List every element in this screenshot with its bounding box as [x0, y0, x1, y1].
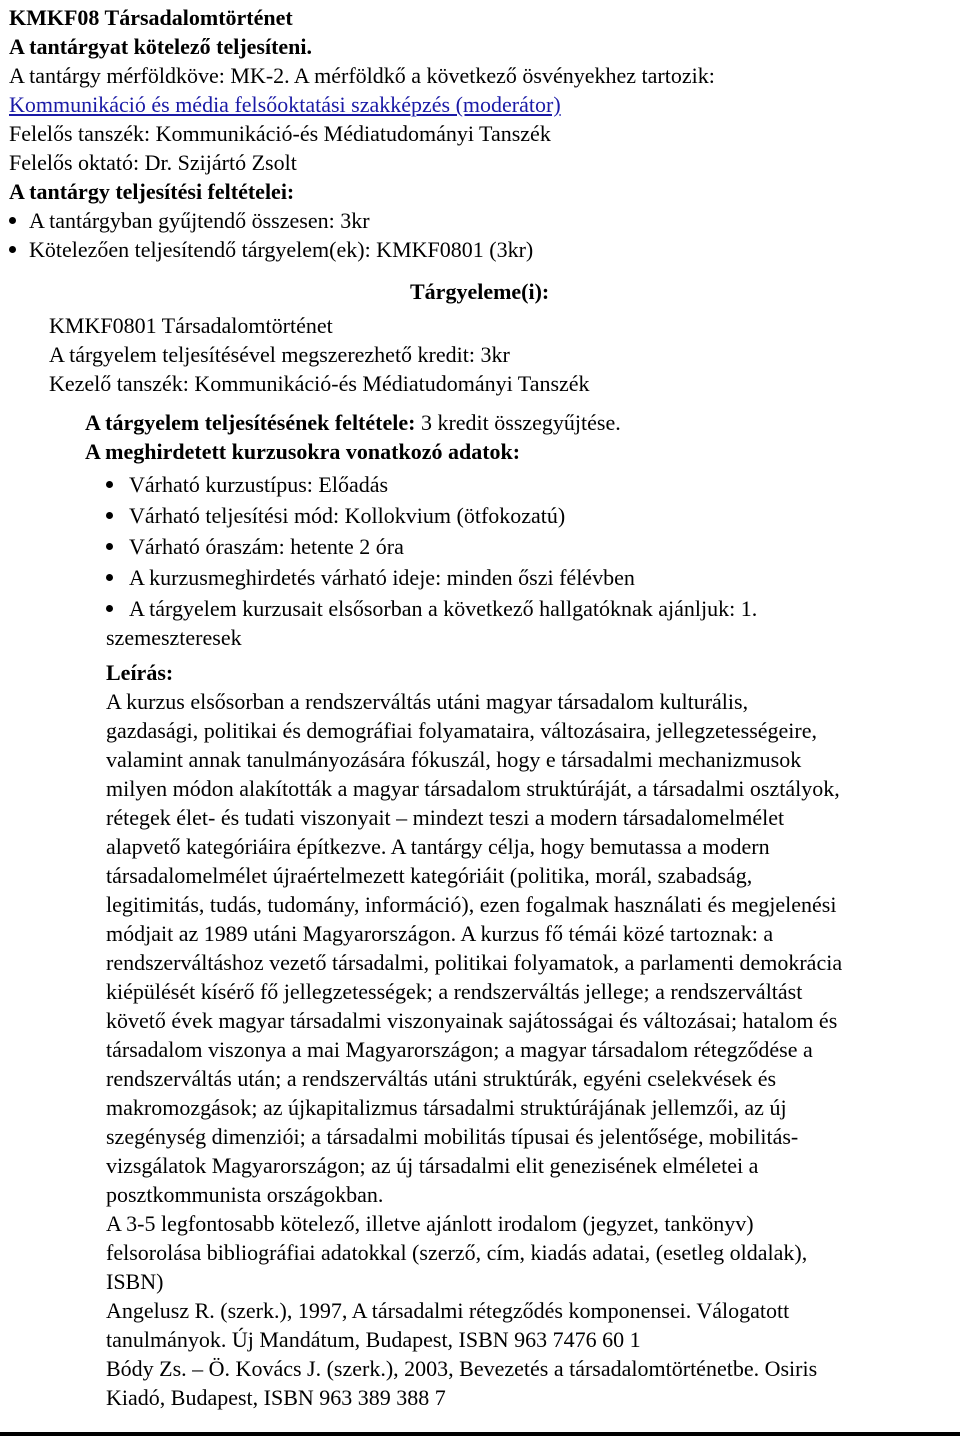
- responsible-teacher: Felelős oktató: Dr. Szijártó Zsolt: [9, 150, 297, 175]
- course-milestone: A tantárgy mérföldköve: MK-2. A mérföldkő a következő ösvényekhez tartozik:: [9, 63, 715, 88]
- element-handler: Kezelő tanszék: Kommunikáció-és Médiatudományi Tanszék: [49, 371, 590, 396]
- course-item: A kurzusmeghirdetés várható ideje: minden őszi félévben: [9, 563, 955, 592]
- condition-item: Kötelezően teljesítendő tárgyelem(ek): KMKF0801 (3kr): [9, 235, 955, 264]
- bullet-icon: [106, 543, 113, 550]
- responsible-department: Felelős tanszék: Kommunikáció-és Médiatudományi Tanszék: [9, 121, 551, 146]
- description-line: A 3-5 legfontosabb kötelező, illetve ajánlott irodalom (jegyzet, tankönyv): [106, 1211, 754, 1236]
- description-line: módjait az 1989 utáni Magyarországon. A kurzus fő témái közé tartoznak: a: [106, 921, 774, 946]
- courses-heading: A meghirdetett kurzusokra vonatkozó adatok:: [85, 439, 521, 464]
- description-line: milyen módon alakították a magyar társadalom struktúráját, a társadalmi osztályok,: [106, 776, 840, 801]
- description-line: rendszerváltáshoz vezető társadalmi, politikai folyamatok, a parlamenti demokrácia: [106, 950, 843, 975]
- description-line: legitimitás, tudás, tudomány, információ), ezen fogalmak használati és megjelenési: [106, 892, 837, 917]
- description-line: rétegek élet- és tudati viszonyait – mindezt teszi a modern társadalomelmélet: [106, 805, 785, 830]
- course-item-continuation: szemeszteresek: [106, 625, 242, 650]
- element-credit: A tárgyelem teljesítésével megszerezhető kredit: 3kr: [49, 342, 510, 367]
- bullet-icon: [106, 574, 113, 581]
- description-line: szegénység dimenziói; a társadalmi mobilitás típusai és jelentősége, mobilitás-: [106, 1124, 799, 1149]
- element-condition: A tárgyelem teljesítésének feltétele: 3 kredit összegyűjtése.: [85, 410, 621, 435]
- description-line: posztkommunista országokban.: [106, 1182, 384, 1207]
- description-line: tanulmányok. Új Mandátum, Budapest, ISBN 963 7476 60 1: [106, 1327, 641, 1352]
- course-item: Várható teljesítési mód: Kollokvium (ötfokozatú): [9, 501, 955, 530]
- description-line: gazdasági, politikai és demográfiai folyamataira, változásaira, jellegzetességeire,: [106, 718, 818, 743]
- description-heading: Leírás:: [106, 660, 174, 685]
- description-line: ISBN): [106, 1269, 164, 1294]
- condition-item: A tantárgyban gyűjtendő összesen: 3kr: [9, 206, 955, 235]
- description-line: Angelusz R. (szerk.), 1997, A társadalmi rétegződés komponensei. Válogatott: [106, 1298, 790, 1323]
- course-item: A tárgyelem kurzusait elsősorban a következő hallgatóknak ajánljuk: 1.: [9, 594, 955, 623]
- description-line: társadalomelmélet újraértelmezett kategóriáit (politika, morál, szabadság,: [106, 863, 753, 888]
- course-item: Várható óraszám: hetente 2 óra: [9, 532, 955, 561]
- course-title: KMKF08 Társadalomtörténet: [9, 5, 293, 30]
- document-page: [9, 3, 955, 1412]
- description-line: vizsgálatok Magyarországon; az új társadalmi elit genezisének elméletei a: [106, 1153, 759, 1178]
- element-name: KMKF0801 Társadalomtörténet: [49, 313, 333, 338]
- course-item: Várható kurzustípus: Előadás: [9, 470, 955, 499]
- description-line: rendszerváltás után; a rendszerváltás utáni struktúrák, egyéni cselekvések és: [106, 1066, 777, 1091]
- bullet-icon: [106, 512, 113, 519]
- description-line: Bódy Zs. – Ö. Kovács J. (szerk.), 2003, Bevezetés a társadalomtörténetbe. Osiris: [106, 1356, 818, 1381]
- description-line: követő évek magyar társadalmi viszonyainak sajátosságai és változásai; hatalom és: [106, 1008, 838, 1033]
- description-line: valamint annak tanulmányozására fókuszál, hogy e társadalmi mechanizmusok: [106, 747, 802, 772]
- description-line: A kurzus elsősorban a rendszerváltás utáni magyar társadalom kulturális,: [106, 689, 749, 714]
- bullet-icon: [106, 605, 113, 612]
- description-line: kiépülését kísérő fő jellegzetességek; a rendszerváltás jellege; a rendszerváltást: [106, 979, 803, 1004]
- bullet-icon: [106, 481, 113, 488]
- description-line: társadalom viszonya a mai Magyarországon; a magyar társadalom rétegződése a: [106, 1037, 813, 1062]
- conditions-heading: A tantárgy teljesítési feltételei:: [9, 179, 295, 204]
- bullet-icon: [9, 217, 16, 224]
- description-line: Kiadó, Budapest, ISBN 963 389 388 7: [106, 1385, 446, 1410]
- description-text: [9, 687, 955, 1412]
- description-line: makromozgások; az újkapitalizmus társadalmi struktúrájának jellemzői, az új: [106, 1095, 787, 1120]
- elements-heading: Tárgyeleme(i):: [410, 279, 550, 304]
- path-link[interactable]: Kommunikáció és média felsőoktatási szakképzés (moderátor): [9, 92, 561, 117]
- course-required-note: A tantárgyat kötelező teljesíteni.: [9, 34, 313, 59]
- description-line: alapvető kategóriáira építkezve. A tantárgy célja, hogy bemutassa a modern: [106, 834, 770, 859]
- description-line: felsorolása bibliográfiai adatokkal (szerző, cím, kiadás adatai, (esetleg oldalak),: [106, 1240, 808, 1265]
- page-bottom-rule: [0, 1432, 960, 1436]
- bullet-icon: [9, 246, 16, 253]
